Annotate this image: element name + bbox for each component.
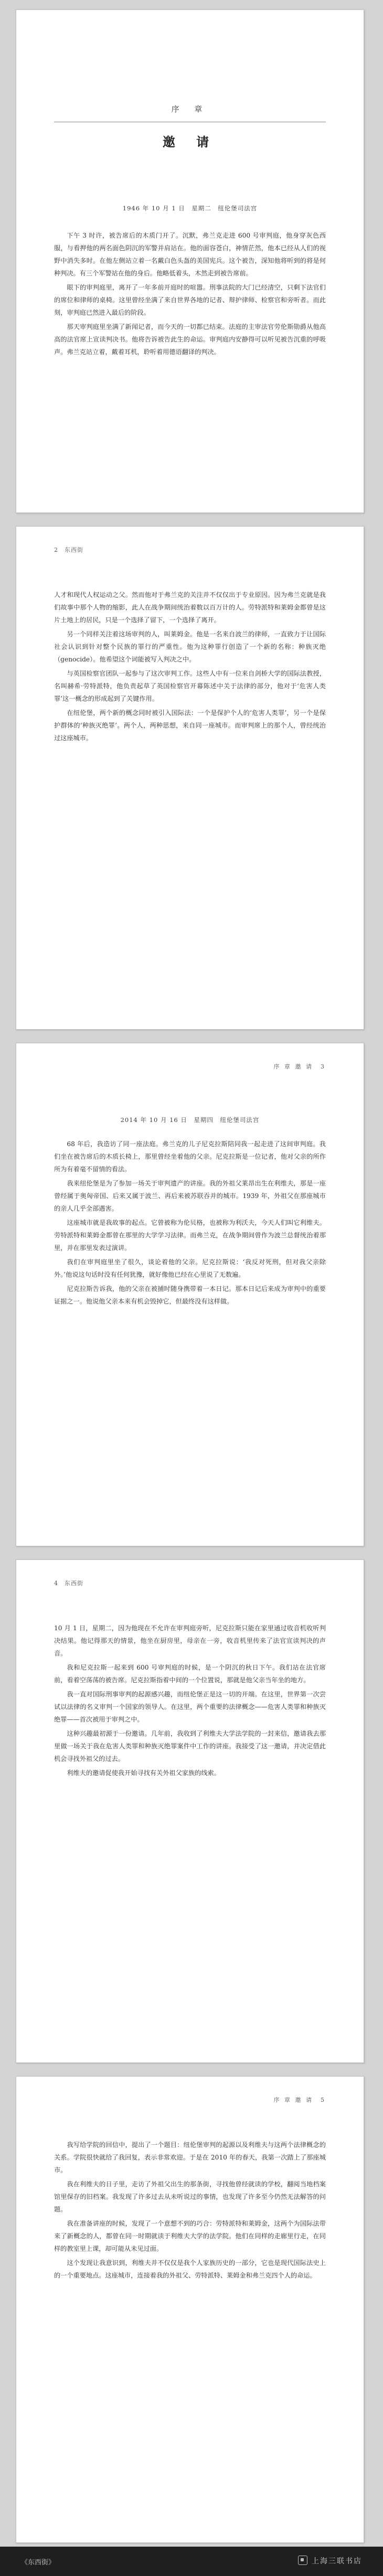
body-text xyxy=(54,229,326,360)
publisher-logo-icon xyxy=(298,2556,307,2565)
page-5 xyxy=(16,2076,364,2543)
paragraph: 在纽伦堡，两个新的概念同时被引入国际法：一个是保护个人的‘危害人类罪’，另一个是保护群体的‘种族灭绝罪’。两个人，两种思想，来自同一座城市。而审判席上的那个人，曾经统治过这座城市。 xyxy=(54,709,326,742)
section-dateline xyxy=(54,1116,326,1124)
running-header: 序 章 邀 请 3 xyxy=(273,1063,326,1070)
book-title: 《东西街》 xyxy=(21,2559,56,2567)
paragraph: 利维夫的邀请促使我开始寻找有关外祖父家族的线索。 xyxy=(67,1769,220,1777)
paragraph: 尼克拉斯告诉我，他的父亲在被捕时随身携带着一本日记。那本日记后来成为审判中的重要证据之一。他说他父亲本来有机会毁掉它，但最终没有这样做。 xyxy=(54,1285,326,1305)
paragraph: 我来纽伦堡是为了参加一场关于审判遗产的讲座。我的外祖父莱昂出生在利维夫，那是一座曾经属于奥匈帝国、后来又属于波兰、再后来被苏联吞并的城市。1939 年，外祖父在那座城市的亲人几乎全部遇害。 xyxy=(54,1180,326,1212)
running-header: 序 章 邀 请 5 xyxy=(273,2097,326,2103)
paragraph: 另一个同样关注着这场审判的人，叫莱姆金。他是一名来自波兰的律师，一直致力于让国际社会认识到针对整个民族的罪行的严重性。他为这种罪行创造了一个新的名称：种族灭绝（genocide）。他希望这个词能被写入判决之中。 xyxy=(54,630,326,663)
body-text xyxy=(54,1138,326,1309)
publisher-brand xyxy=(298,2556,362,2566)
paragraph: 我在准备讲座的时候，发现了一个意想不到的巧合：劳特派特和莱姆金，这两个为国际法带来了新概念的人，都曾在同一时期就读于利维夫大学的法学院。他们在同样的走廊里行走，在同样的教室里上课，却可能从未见过面。 xyxy=(54,2220,326,2252)
publisher-name: 上海三联书店 xyxy=(312,2557,362,2566)
paragraph: 这座城市就是我故事的起点。它曾被称为伦贝格，也被称为利沃夫，今天人们叫它利维夫。劳特派特和莱姆金都曾在那里的大学学习法律。而弗兰克，在战争期间曾作为波兰总督统治着那里，并在那里发表过演讲。 xyxy=(54,1219,326,1252)
page-2 xyxy=(16,526,364,1030)
body-text xyxy=(54,589,326,746)
paragraph: 我在利维夫的日子里，走访了外祖父出生的那条街，寻找他曾经就读的学校，翻阅当地档案馆里保存的旧档案。我发现了许多过去从未听说过的事情，也发现了许多至今仍然无法解答的问题。 xyxy=(54,2180,326,2213)
paragraph: 这个发现让我意识到，利维夫并不仅仅是我个人家族历史的一部分，它也是现代国际法史上的一个重要地点。这座城市，连接着我的外祖父、劳特派特、莱姆金和弗兰克四个人的命运。 xyxy=(54,2259,326,2279)
body-text xyxy=(54,1622,326,1781)
paragraph: 10 月 1 日，星期二，因为他现在不允许在审判庭旁听，尼克拉斯只能在家里通过收音机收听判决结果。他记得那天的情景，他坐在厨房里，母亲在一旁，收音机里传来了法官宣读判决的声音。 xyxy=(54,1624,326,1657)
paragraph: 我一直对国际刑事审判的起源感兴趣，而纽伦堡正是这一切的开端。在这里，世界第一次尝试以法律的名义审判一个国家的领导人。在这里，两个重要的法律概念——危害人类罪和种族灭绝罪——首次被用于审判之中。 xyxy=(54,1691,326,1723)
dateline: 1946 年 10 月 1 日 星期二 纽伦堡司法宫 xyxy=(122,205,258,212)
chapter-title: 邀 请 xyxy=(162,134,218,149)
paragraph: 68 年后，我造访了同一座法庭。弗兰克的儿子尼克拉斯陪同我一起走进了这间审判庭。我们坐在被告席后的木质长椅上，那里曾经坐着他的父亲。尼克拉斯是一位记者，他对父亲的所作所为有着毫不留情的看法。 xyxy=(54,1140,326,1173)
paragraph: 下午 3 时许，被告席后的木质门开了。沉默，弗兰克走进 600 号审判庭，他身穿灰色西服，与看押他的两名面色阴沉的军警并肩站在。他的面容苍白，神情茫然，他本已经从人们的视野中消失多时。在他左侧站立着一名戴白色头盔的美国宪兵。这个被告，深知他将听到的将是何种判决。有三个军警站在他的身后。他略低着头，木然走到被告席前。 xyxy=(54,232,326,277)
paragraph: 眼下的审判庭里，离开了一年多前开庭时的喧嚣。刑事法院的大门已经清空，只剩下法官们的席位和律师的桌椅。这里曾经坐满了来自世界各地的记者、辩护律师、检察官和旁听者。而此刻，审判庭已然进入最后的阶段。 xyxy=(54,284,326,316)
paragraph: 我和尼克拉斯一起来到 600 号审判庭的时候，是一个阴沉的秋日下午。我们站在法官席前，看着空荡荡的被告席。尼克拉斯指着中间的一个位置说，那就是他父亲当年坐的地方。 xyxy=(54,1664,326,1684)
running-header: 4 东西街 xyxy=(54,1580,83,1587)
footer-bar xyxy=(0,2547,383,2576)
paragraph: 人才和现代人权运动之父。然而他对于弗兰克的关注并不仅仅出于专业原因。因为弗兰克就是我们故事中那个人物的缩影，此人在战争期间统治着数以百万计的人。劳特派特和莱姆金都曾是这片土地上的居民，只是一个选择了留下，一个选择了离开。 xyxy=(54,591,326,624)
paragraph: 与英国检察官团队一起参与了这次审判工作。这些人中有一位来自剑桥大学的国际法教授，名叫赫希·劳特派特，他负责起草了英国检察官开幕陈述中关于法律的部分，他对于‘危害人类罪’这一概念的形成起到了关键作用。 xyxy=(54,670,326,702)
paragraph: 这种兴趣最初源于一份邀请。几年前，我收到了利维夫大学法学院的一封来信，邀请我去那里做一场关于我在危害人类罪和种族灭绝罪案件中工作的讲座。我接受了这一邀请，并决定借此机会寻找外祖父的过去。 xyxy=(54,1730,326,1762)
paragraph: 我写给学院的回信中，提出了一个题目：纽伦堡审判的起源以及利维夫与这两个法律概念的关系。学院很快就给了我回复，表示非常欢迎。于是在 2010 年的春天，我第一次踏上了那座城市。 xyxy=(54,2141,326,2174)
section-dateline xyxy=(54,204,326,212)
running-header: 2 东西街 xyxy=(54,547,83,553)
paragraph: 那天审判庭里坐满了新闻记者，而今天的一切都已结束。法庭的主审法官劳伦斯勋爵从他高高的法官席上宣读判决书。他将告诉被告此生的命运。审判庭内安静得可以听见被告沉重的呼吸声。弗兰克站立着，戴着耳机，聆听着用德语翻译的判决。 xyxy=(54,323,326,356)
chapter-heading xyxy=(54,103,326,150)
body-text xyxy=(54,2139,326,2283)
page-1 xyxy=(16,9,364,513)
dateline: 2014 年 10 月 16 日 星期四 纽伦堡司法宫 xyxy=(120,1116,260,1124)
paragraph: 我们在审判庭里坐了很久，谈论着他的父亲。尼克拉斯说：‘我反对死刑，但对我父亲除外。’他说这句话时没有任何犹豫，就好像他已经在心里说了无数遍。 xyxy=(54,1258,326,1278)
chapter-label: 序 章 xyxy=(171,104,209,114)
page-3 xyxy=(16,1043,364,1546)
page-4 xyxy=(16,1559,364,2063)
